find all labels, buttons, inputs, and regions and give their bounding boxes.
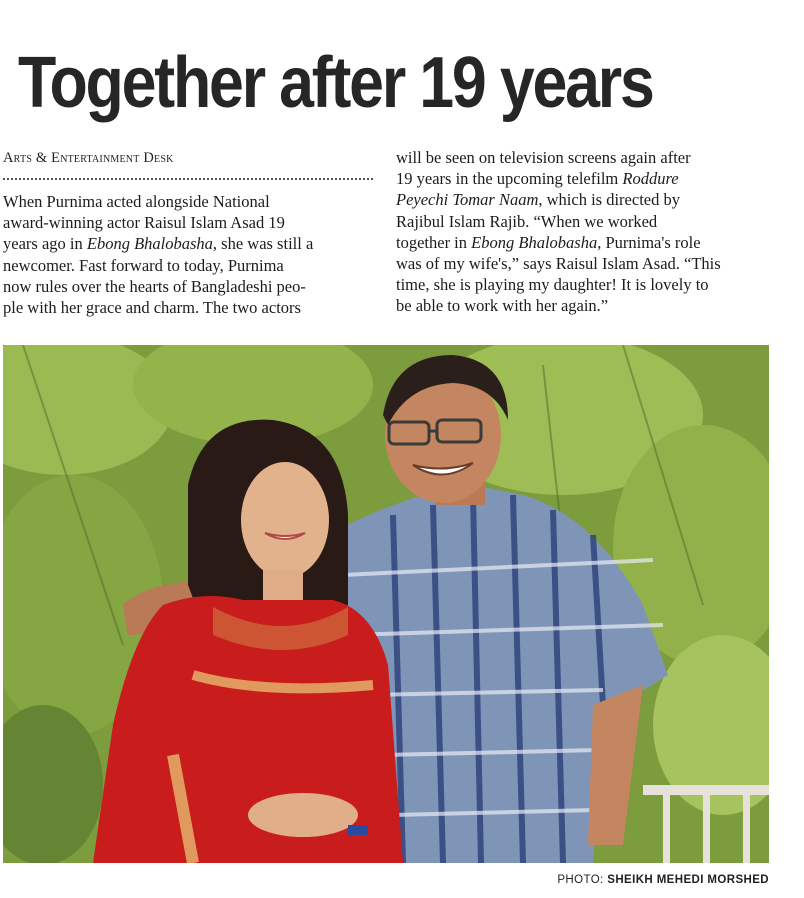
desk-label: Arts & Entertainment Desk	[3, 150, 174, 166]
dotted-divider	[3, 178, 373, 180]
headline: Together after 19 years	[18, 43, 653, 123]
article-line: now rules over the hearts of Bangladeshi peo-	[3, 276, 306, 296]
article-line: will be seen on television screens again after	[396, 148, 691, 167]
article-line: award-winning actor Raisul Islam Asad 19	[3, 213, 285, 233]
article-line: ple with her grace and charm. The two actors	[3, 298, 301, 318]
article-line: together in Ebong Bhalobasha, Purnima's role	[396, 232, 701, 252]
photo-credit-name: SHEIKH MEHEDI MORSHED	[607, 874, 769, 886]
photo-credit	[557, 874, 769, 886]
article-line: was of my wife's,” says Raisul Islam Asad. “This	[396, 254, 721, 274]
article-photo	[3, 345, 769, 863]
article-line: newcomer. Fast forward to today, Purnima	[3, 255, 284, 275]
article-column-2	[396, 147, 776, 317]
article-column-1	[3, 191, 375, 318]
article-line: time, she is playing my daughter! It is lovely to	[396, 275, 709, 295]
article-line: Rajibul Islam Rajib. “When we worked	[396, 211, 658, 231]
article-line: years ago in Ebong Bhalobasha, she was still a	[3, 234, 314, 254]
article-line: 19 years in the upcoming telefilm Roddure	[396, 169, 679, 189]
article-line: be able to work with her again.”	[396, 296, 609, 316]
article-line: Peyechi Tomar Naam, which is directed by	[396, 190, 680, 210]
photo-credit-label: PHOTO:	[557, 874, 604, 886]
article-line: When Purnima acted alongside National	[3, 192, 270, 211]
